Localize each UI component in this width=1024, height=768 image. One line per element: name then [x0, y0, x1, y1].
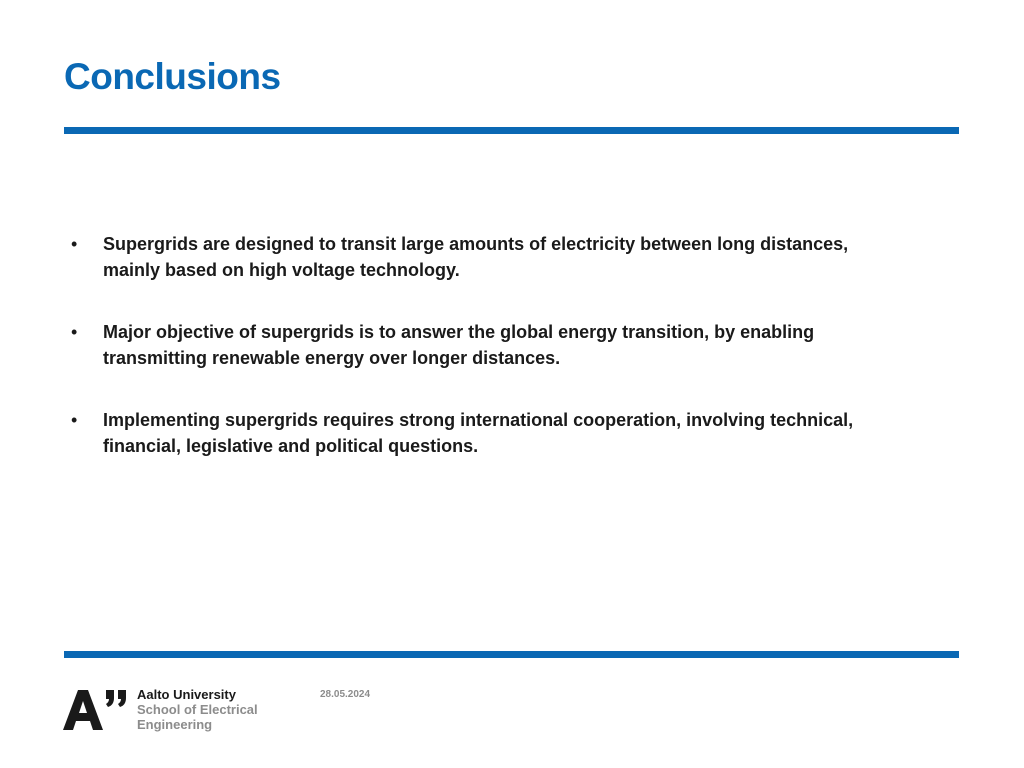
- bullet-item: [64, 407, 944, 459]
- bullet-text-line: Supergrids are designed to transit large amounts of electricity between long distances,: [103, 234, 849, 254]
- footer-divider: [64, 651, 959, 658]
- title-divider: [64, 127, 959, 134]
- bullet-text-line: transmitting renewable energy over longer distances.: [103, 348, 561, 368]
- bullet-marker: •: [71, 410, 78, 430]
- logo-school: School of Electrical: [137, 702, 258, 717]
- bullet-item: [64, 319, 944, 371]
- bullet-list: [64, 231, 944, 495]
- aalto-logo-mark-icon: [63, 688, 129, 732]
- bullet-marker: •: [71, 322, 78, 342]
- logo-department: Engineering: [137, 717, 213, 732]
- logo-university: Aalto University: [137, 687, 236, 702]
- slide-title: Conclusions: [64, 56, 281, 97]
- bullet-item: [64, 231, 944, 283]
- aalto-logo: [63, 686, 273, 736]
- bullet-text-line: Implementing supergrids requires strong international cooperation, involving technical,: [103, 410, 854, 430]
- slide-date: 28.05.2024: [320, 689, 371, 700]
- bullet-marker: •: [71, 234, 78, 254]
- bullet-text-line: Major objective of supergrids is to answer the global energy transition, by enabling: [103, 322, 815, 342]
- bullet-text-line: mainly based on high voltage technology.: [103, 260, 460, 280]
- bullet-text-line: financial, legislative and political questions.: [103, 436, 479, 456]
- logo-text: [137, 687, 258, 732]
